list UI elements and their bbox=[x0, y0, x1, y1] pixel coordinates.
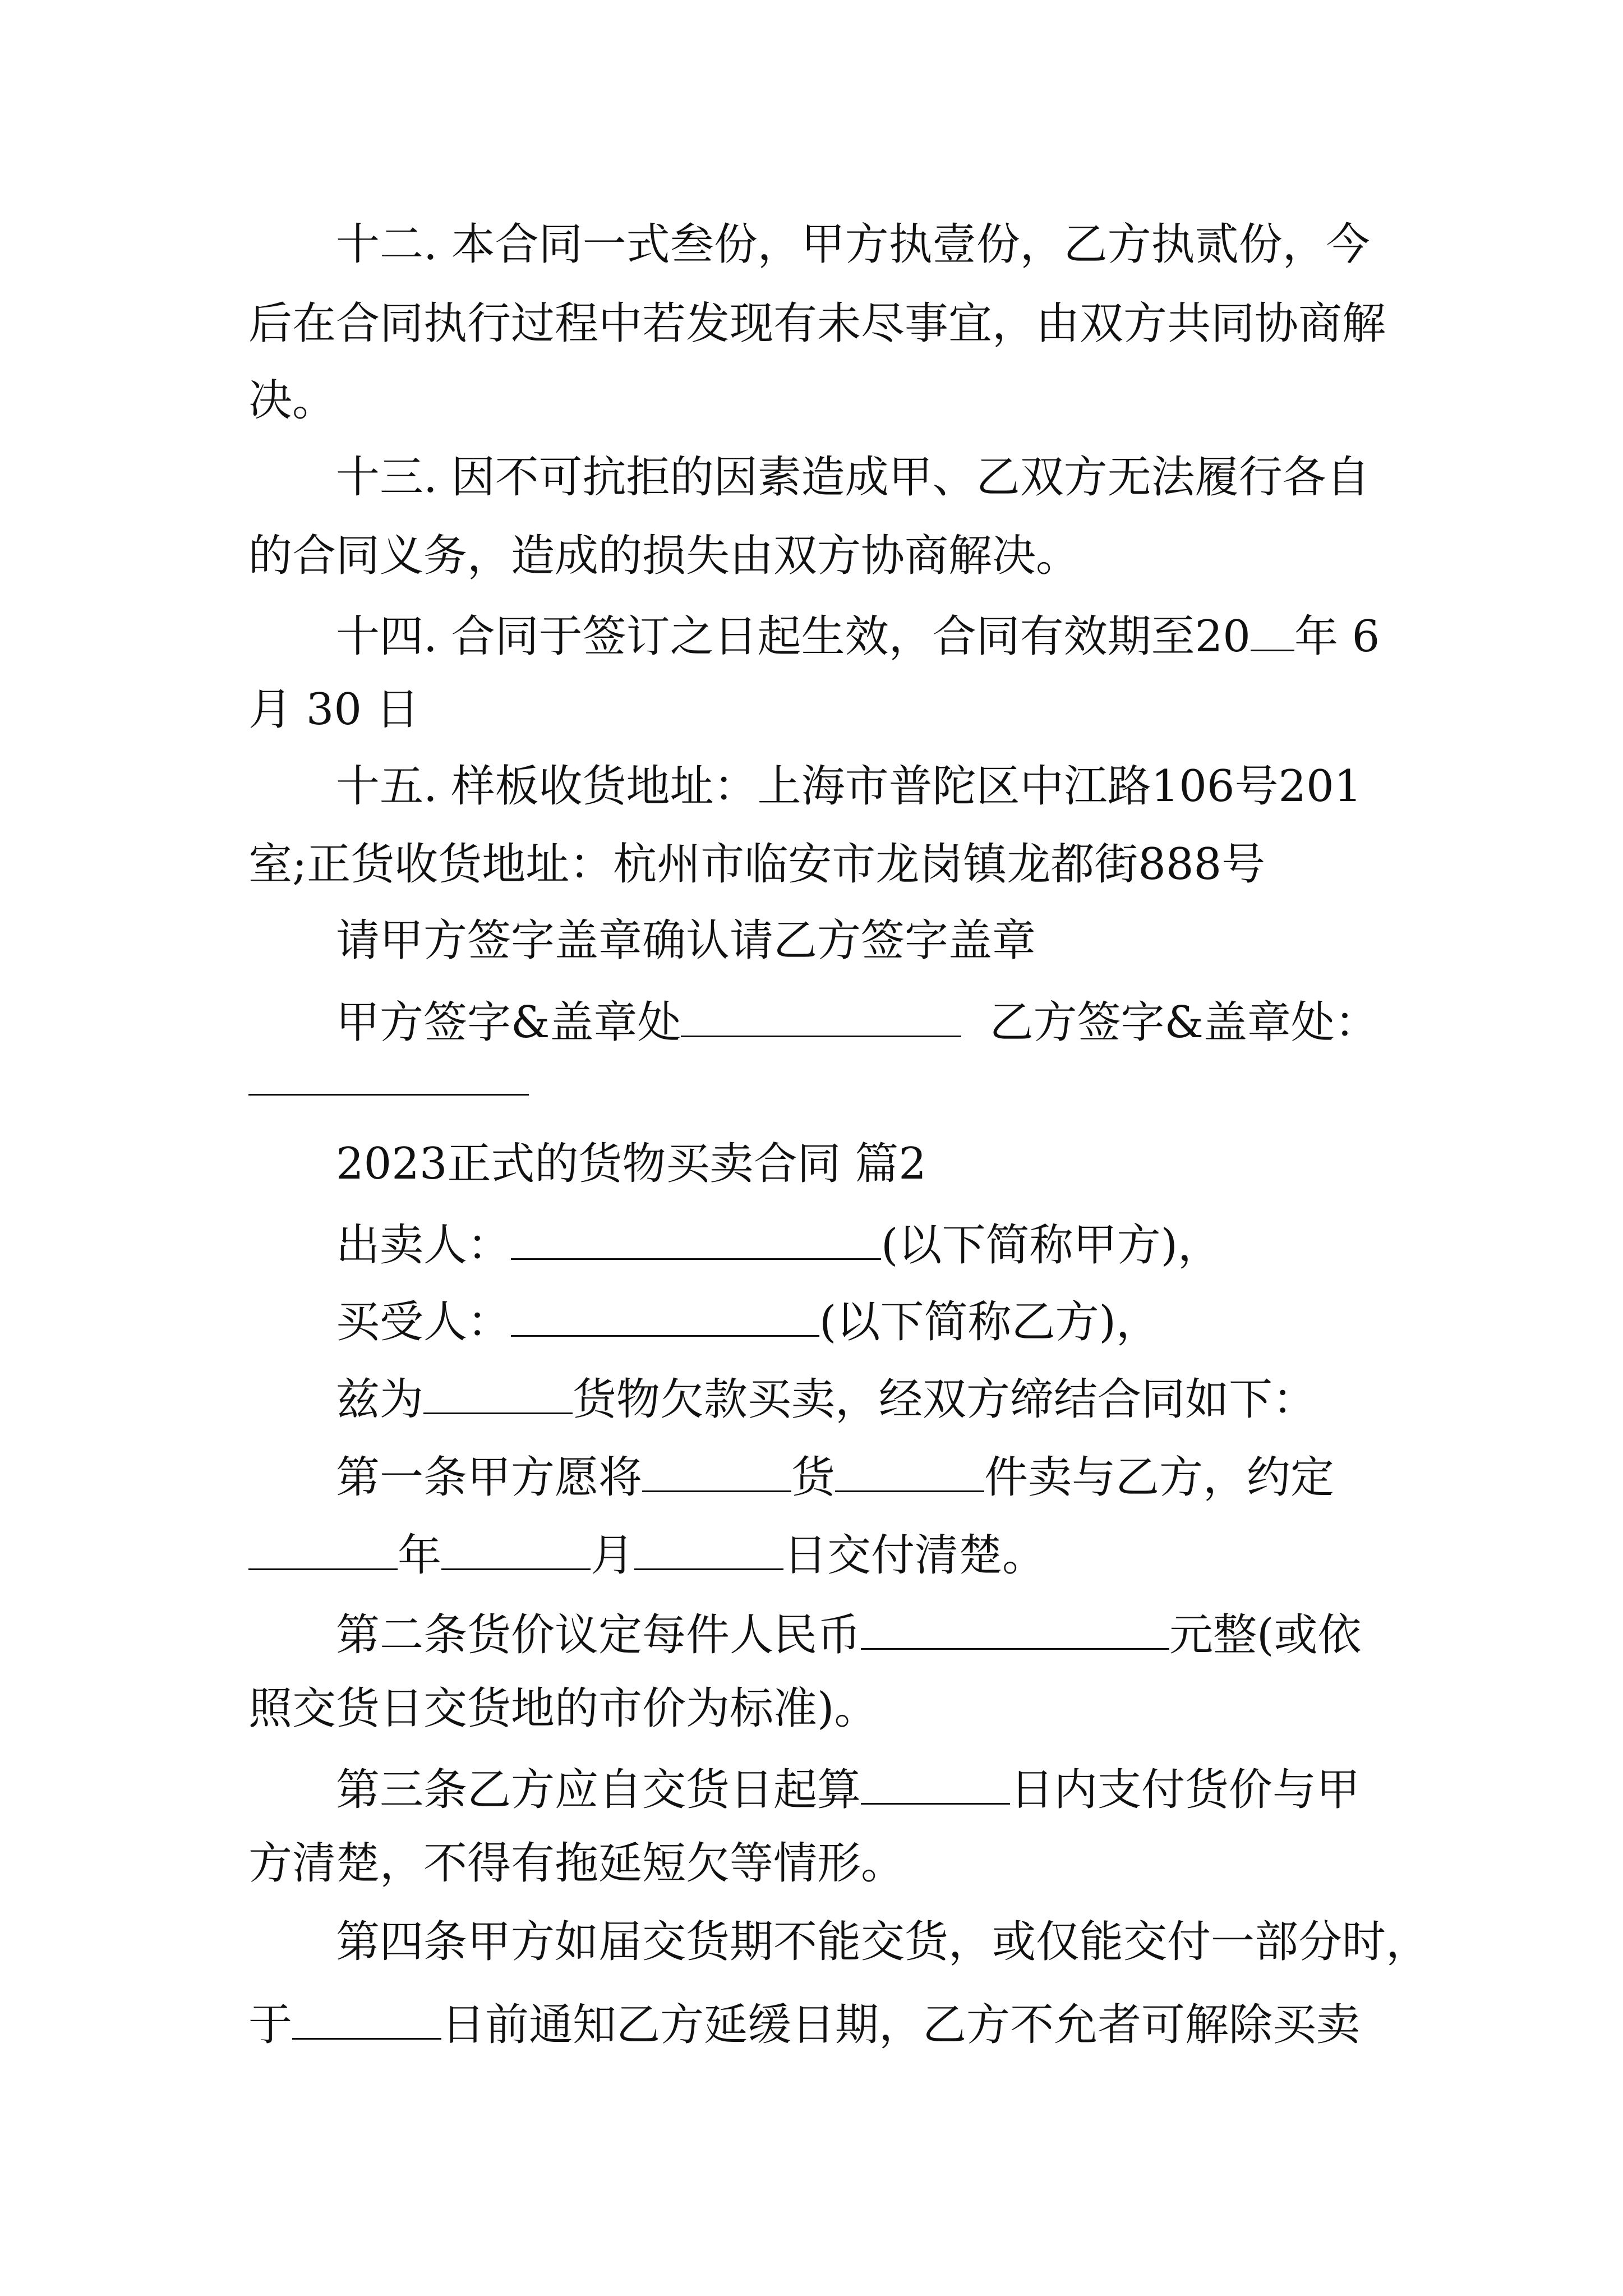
clause-14-text-b: 年 6 bbox=[1294, 611, 1380, 662]
goods-blank bbox=[423, 1373, 573, 1414]
article-1-line-2 bbox=[248, 1529, 1046, 1581]
clause-14-text-a: 十四. 合同于签订之日起生效，合同有效期至20 bbox=[336, 611, 1251, 662]
clause-14-line-1 bbox=[336, 610, 1380, 662]
article-4-line-2 bbox=[248, 1999, 1361, 2051]
article-2-line-1 bbox=[336, 1609, 1362, 1661]
article-1-text-c: 件卖与乙方，约定 bbox=[984, 1452, 1335, 1503]
seller-blank bbox=[511, 1219, 881, 1260]
article-3-line-1 bbox=[336, 1764, 1361, 1816]
article-1-text-b: 货 bbox=[791, 1452, 836, 1503]
seller-line bbox=[336, 1219, 1221, 1271]
party-b-sign-blank bbox=[248, 1055, 529, 1096]
article-3-line-2: 方清楚，不得有拖延短欠等情形。 bbox=[248, 1838, 905, 1889]
article-1-day-blank bbox=[634, 1529, 783, 1570]
party-a-sign-blank bbox=[681, 996, 961, 1037]
article-3-text-b: 日内支付货价与甲 bbox=[1010, 1765, 1361, 1816]
article-1-quantity-blank bbox=[835, 1451, 984, 1492]
party-b-sign-line bbox=[248, 1055, 529, 1103]
article-1-year-blank bbox=[248, 1529, 398, 1570]
intro-line bbox=[336, 1373, 1317, 1425]
article-1-text-a: 第一条甲方愿将 bbox=[336, 1452, 643, 1503]
clause-14-line-2: 月 30 日 bbox=[248, 684, 419, 735]
seller-note: (以下简称甲方)， bbox=[881, 1220, 1221, 1271]
year-blank bbox=[1251, 610, 1294, 651]
intro-text-a: 兹为 bbox=[336, 1374, 424, 1425]
article-1-text-f: 日交付清楚。 bbox=[783, 1530, 1046, 1581]
article-2-line-2: 照交货日交货地的市价为标准)。 bbox=[248, 1683, 878, 1734]
clause-13-line-1: 十三. 因不可抗拒的因素造成甲、乙双方无法履行各自 bbox=[336, 452, 1370, 503]
clause-12-line-2: 后在合同执行过程中若发现有未尽事宜，由双方共同协商解 bbox=[248, 298, 1386, 349]
buyer-blank bbox=[511, 1296, 819, 1337]
buyer-line bbox=[336, 1296, 1160, 1348]
party-b-sign-label: 乙方签字&盖章处： bbox=[989, 997, 1378, 1048]
clause-15-line-1: 十五. 样板收货地址：上海市普陀区中江路106号201 bbox=[336, 761, 1362, 812]
buyer-label: 买受人： bbox=[336, 1297, 511, 1348]
article-4-line-1: 第四条甲方如届交货期不能交货，或仅能交付一部分时， bbox=[336, 1917, 1430, 1967]
clause-12-line-1: 十二. 本合同一式叁份，甲方执壹份，乙方执贰份，今 bbox=[336, 219, 1370, 270]
sign-request: 请甲方签字盖章确认请乙方签字盖章 bbox=[336, 915, 1036, 966]
article-2-text-a: 第二条货价议定每件人民币 bbox=[336, 1610, 861, 1661]
article-1-text-d: 年 bbox=[398, 1530, 442, 1581]
clause-12-line-3: 决。 bbox=[248, 375, 336, 426]
section-2-heading: 2023正式的货物买卖合同 篇2 bbox=[336, 1139, 926, 1189]
article-1-text-e: 月 bbox=[591, 1530, 635, 1581]
article-3-text-a: 第三条乙方应自交货日起算 bbox=[336, 1765, 861, 1816]
article-1-goods-blank bbox=[642, 1451, 791, 1492]
intro-text-b: 货物欠款买卖，经双方缔结合同如下： bbox=[573, 1374, 1317, 1425]
article-1-line-1 bbox=[336, 1451, 1335, 1503]
buyer-note: (以下简称乙方)， bbox=[819, 1297, 1160, 1348]
signature-row bbox=[336, 996, 1378, 1048]
article-4-date-blank bbox=[292, 1999, 441, 2040]
seller-label: 出卖人： bbox=[336, 1220, 511, 1271]
article-1-month-blank bbox=[441, 1529, 591, 1570]
article-2-price-blank bbox=[861, 1609, 1169, 1650]
article-2-text-b: 元整(或依 bbox=[1169, 1610, 1362, 1661]
clause-15-line-2: 室;正货收货地址：杭州市临安市龙岗镇龙都街888号 bbox=[248, 839, 1266, 890]
clause-13-line-2: 的合同义务，造成的损失由双方协商解决。 bbox=[248, 531, 1080, 581]
article-4-text-b: 于 bbox=[248, 2000, 293, 2051]
article-3-days-blank bbox=[861, 1764, 1010, 1805]
party-a-sign-label: 甲方签字&盖章处 bbox=[336, 997, 681, 1048]
article-4-text-c: 日前通知乙方延缓日期，乙方不允者可解除买卖 bbox=[441, 2000, 1361, 2051]
